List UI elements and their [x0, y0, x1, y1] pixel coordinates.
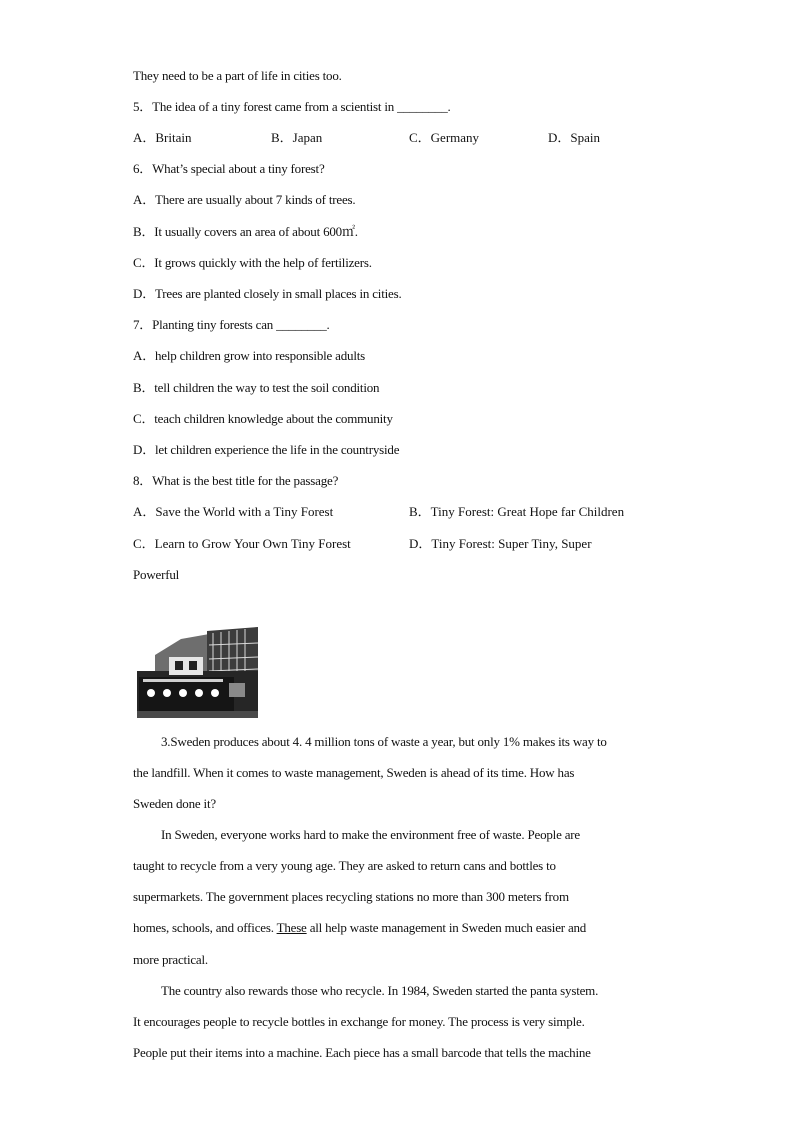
- q6-option-d: D．Trees are planted closely in small places in cities.: [133, 286, 402, 301]
- q5-option-a: A．Britain: [133, 130, 192, 145]
- q6-option-b: B．It usually covers an area of about 600㎡.: [133, 224, 358, 239]
- q8-option-b: B．Tiny Forest: Great Hope far Children: [409, 504, 625, 519]
- q8-option-d-wrap: Powerful: [133, 567, 180, 582]
- question-5-stem: 5．The idea of a tiny forest came from a scientist in ________.: [133, 99, 451, 114]
- q7-option-a: A．help children grow into responsible adults: [133, 348, 366, 363]
- passage-line-11: People put their items into a machine. Each piece has a small barcode that tells the machine: [133, 1045, 591, 1060]
- q8-option-a: A．Save the World with a Tiny Forest: [133, 504, 334, 519]
- underlined-word-these: These: [276, 920, 307, 935]
- q8-option-c: C．Learn to Grow Your Own Tiny Forest: [133, 536, 351, 551]
- passage-line-4: In Sweden, everyone works hard to make the environment free of waste. People are: [161, 827, 580, 842]
- passage-line-7: [133, 920, 586, 936]
- passage-line-6: supermarkets. The government places recycling stations no more than 300 meters from: [133, 889, 569, 904]
- passage-line-3: Sweden done it?: [133, 796, 216, 811]
- q8-option-d: D．Tiny Forest: Super Tiny, Super: [409, 536, 592, 551]
- question-7-stem: 7．Planting tiny forests can ________.: [133, 317, 330, 332]
- q7-option-d: D．let children experience the life in the countryside: [133, 442, 400, 457]
- q5-option-c: C．Germany: [409, 130, 480, 145]
- passage-line-1: 3.Sweden produces about 4. 4 million tons of waste a year, but only 1% makes its way to: [161, 734, 607, 749]
- passage-line-10: It encourages people to recycle bottles in exchange for money. The process is very simple.: [133, 1014, 585, 1029]
- passage-line-9: The country also rewards those who recycle. In 1984, Sweden started the panta system.: [161, 983, 599, 998]
- passage-line-7-end: all help waste management in Sweden much easier and: [309, 920, 587, 935]
- passage-line-8: more practical.: [133, 952, 208, 967]
- intro-line: They need to be a part of life in cities too.: [133, 68, 342, 83]
- q6-option-a: A．There are usually about 7 kinds of trees.: [133, 192, 356, 207]
- q7-option-b: B．tell children the way to test the soil condition: [133, 380, 380, 395]
- q7-option-c: C．teach children knowledge about the community: [133, 411, 393, 426]
- question-8-stem: 8．What is the best title for the passage?: [133, 473, 339, 488]
- passage-line-7-start: homes, schools, and offices.: [133, 920, 274, 935]
- q5-option-b: B．Japan: [271, 130, 323, 145]
- q6-option-c: C．It grows quickly with the help of fertilizers.: [133, 255, 372, 270]
- building-photo: [137, 627, 258, 718]
- passage-line-2: the landfill. When it comes to waste management, Sweden is ahead of its time. How has: [133, 765, 575, 780]
- passage-line-5: taught to recycle from a very young age. They are asked to return cans and bottles to: [133, 858, 556, 873]
- question-6-stem: 6．What’s special about a tiny forest?: [133, 161, 325, 176]
- q5-option-d: D．Spain: [548, 130, 601, 145]
